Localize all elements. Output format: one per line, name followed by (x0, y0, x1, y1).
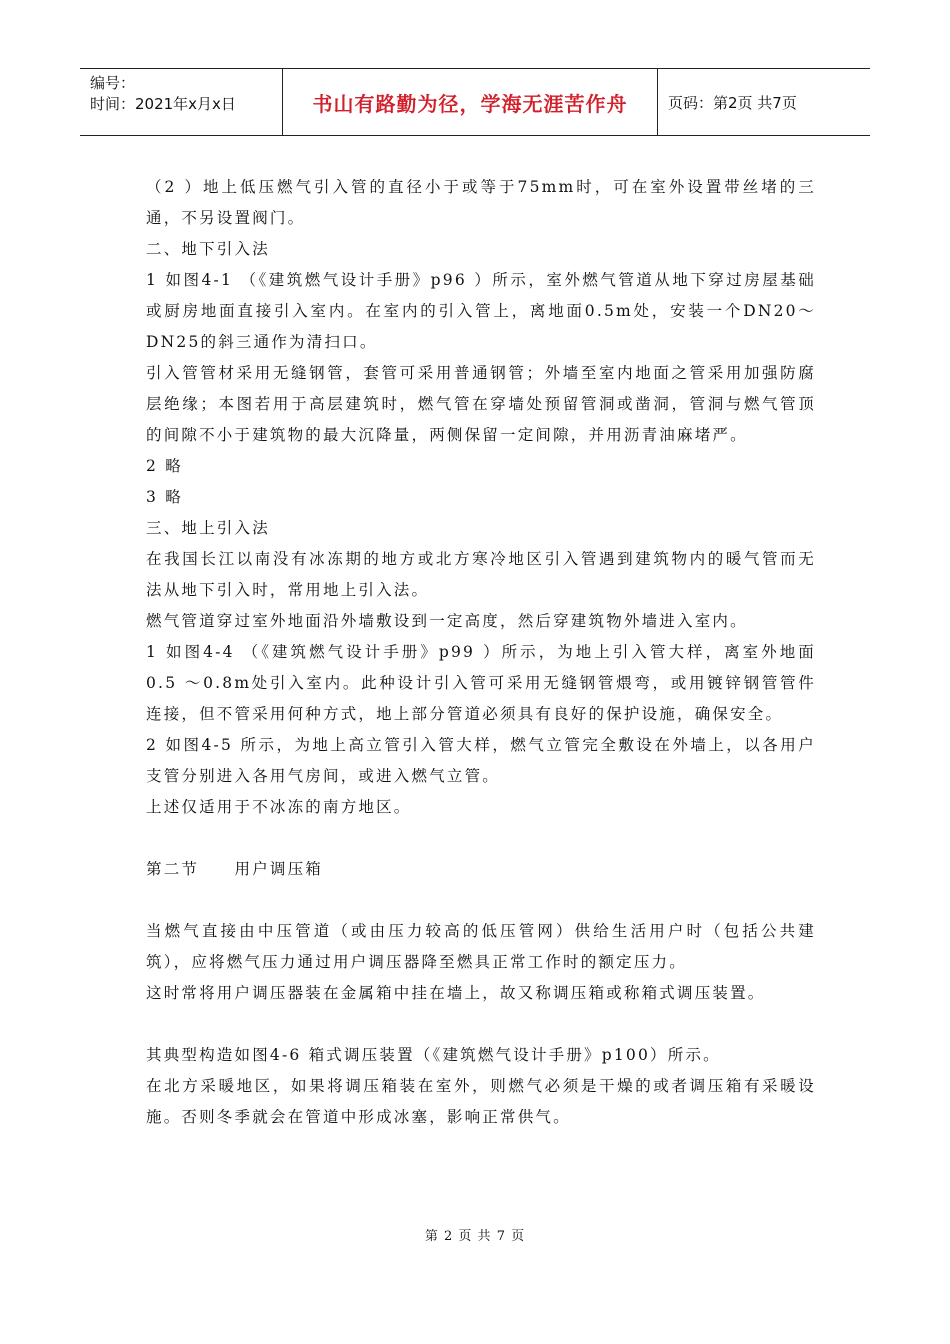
spacer (146, 823, 816, 854)
paragraph: 引入管管材采用无缝钢管，套管可采用普通钢管；外墙至室内地面之管采用加强防腐层绝缘；本图若用于高层建筑时，燃气管在穿墙处预留管洞或凿洞，管洞与燃气管顶的间隙不小于建筑物的最大沉降量，两侧保留一定间隙，并用沥青油麻堵严。 (146, 364, 816, 444)
paragraph: （2 ）地上低压燃气引入管的直径小于或等于75mm时，可在室外设置带丝堵的三通，不另设置阀门。 (146, 178, 816, 227)
header-meta (80, 69, 282, 135)
section-heading: 三、地上引入法 (146, 519, 270, 537)
number-label: 编号： (90, 74, 136, 92)
paragraph: 1 如图4-4 （《建筑燃气设计手册》p99 ）所示，为地上引入管大样，离室外地面0.5 ～0.8m处引入室内。此种设计引入管可采用无缝钢管煨弯，或用镀锌钢管管件连接，但不管采用何种方式，地上部分管道必须具有良好的保护设施，确保安全。 (146, 643, 816, 723)
section-title: 第二节 用户调压箱 (146, 860, 324, 878)
paragraph: 当燃气直接由中压管道（或由压力较高的低压管网）供给生活用户时（包括公共建筑），应将燃气压力通过用户调压器降至燃具正常工作时的额定压力。 (146, 922, 816, 971)
spacer (146, 885, 816, 916)
page-footer: 第 2 页 共 7 页 (424, 1229, 526, 1244)
header-motto-cell (282, 69, 658, 135)
document-body (146, 172, 816, 1133)
date-label: 时间：2021年x月x日 (90, 95, 236, 113)
paragraph: 2 略 (146, 457, 183, 475)
paragraph: 在北方采暖地区，如果将调压箱装在室外，则燃气必须是干燥的或者调压箱有采暖设施。否则冬季就会在管道中形成冰塞，影响正常供气。 (146, 1077, 816, 1126)
paragraph: 在我国长江以南没有冰冻期的地方或北方寒冷地区引入管遇到建筑物内的暖气管而无法从地下引入时，常用地上引入法。 (146, 550, 816, 599)
section-heading: 二、地下引入法 (146, 240, 270, 258)
header-motto: 书山有路勤为径，学海无涯苦作舟 (312, 91, 628, 116)
paragraph: 3 略 (146, 488, 183, 506)
paragraph: 其典型构造如图4-6 箱式调压装置（《建筑燃气设计手册》p100）所示。 (146, 1046, 721, 1064)
header-page-label: 页码：第2页 共7页 (668, 93, 797, 112)
paragraph: 上述仅适用于不冰冻的南方地区。 (146, 798, 412, 816)
paragraph: 这时常将用户调压器装在金属箱中挂在墙上，故又称调压箱或称箱式调压装置。 (146, 984, 766, 1002)
spacer (146, 1009, 816, 1040)
page-header (80, 68, 870, 136)
paragraph: 1 如图4-1 （《建筑燃气设计手册》p96 ）所示，室外燃气管道从地下穿过房屋基础或厨房地面直接引入室内。在室内的引入管上，离地面0.5m处，安装一个DN20～DN25的斜三通作为清扫口。 (146, 271, 816, 351)
paragraph: 燃气管道穿过室外地面沿外墙敷设到一定高度，然后穿建筑物外墙进入室内。 (146, 612, 748, 630)
paragraph: 2 如图4-5 所示，为地上高立管引入管大样，燃气立管完全敷设在外墙上，以各用户支管分别进入各用气房间，或进入燃气立管。 (146, 736, 816, 785)
